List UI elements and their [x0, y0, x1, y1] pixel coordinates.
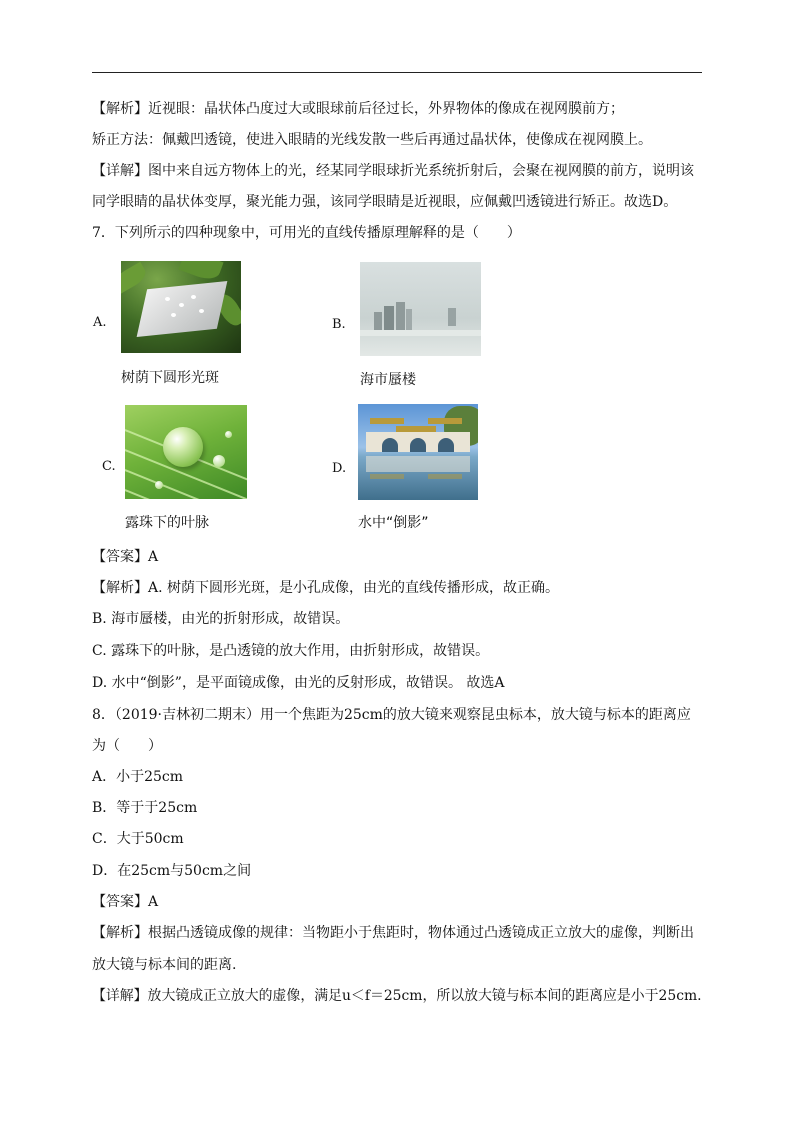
analysis-7-c: C. 露珠下的叶脉，是凸透镜的放大作用，由折射形成，故错误。 — [92, 643, 490, 659]
mirage-city-image — [360, 262, 481, 356]
option-8-b: B．等于于25cm — [92, 800, 198, 816]
analysis-7-b: B. 海市蜃楼，由光的折射形成，故错误。 — [92, 611, 350, 627]
option-8-d: D．在25cm与50cm之间 — [92, 863, 252, 879]
option-8-a: A．小于25cm — [92, 769, 184, 785]
question-7: 7．下列所示的四种现象中，可用光的直线传播原理解释的是（ ） — [92, 225, 521, 241]
option-a-letter: A. — [93, 315, 107, 330]
option-c-letter: C. — [102, 459, 116, 474]
detail-line-2: 同学眼睛的晶状体变厚，聚光能力强，该同学眼睛是近视眼，应佩戴凹透镜进行矫正。故选D。 — [92, 194, 678, 210]
analysis-8-line-1: 【解析】根据凸透镜成像的规律：当物距小于焦距时，物体通过凸透镜成正立放大的虚像，判断出 — [92, 925, 694, 941]
option-c-caption: 露珠下的叶脉 — [125, 515, 209, 531]
option-b-caption: 海市蜃楼 — [360, 372, 416, 388]
leaf-shadow-light-spots-image — [121, 261, 241, 353]
analysis-line-2: 矫正方法：佩戴凹透镜，使进入眼睛的光线发散一些后再通过晶状体，使像成在视网膜上。 — [92, 132, 652, 148]
answer-8: 【答案】A — [92, 894, 159, 910]
analysis-7-a: 【解析】A. 树荫下圆形光斑，是小孔成像，由光的直线传播形成，故正确。 — [92, 580, 560, 596]
detail-line-1: 【详解】图中来自远方物体上的光，经某同学眼球折光系统折射后，会聚在视网膜的前方，说明该 — [92, 163, 694, 179]
option-b-letter: B. — [332, 317, 346, 332]
pavilion-reflection-image — [358, 404, 478, 500]
analysis-8-line-2: 放大镜与标本间的距离. — [92, 957, 237, 973]
analysis-7-d: D. 水中“倒影”，是平面镜成像，由光的反射形成，故错误。 故选A — [92, 675, 505, 691]
option-8-c: C．大于50cm — [92, 831, 184, 847]
detail-8: 【详解】放大镜成正立放大的虚像，满足u＜f＝25cm，所以放大镜与标本间的距离应是小于25cm. — [92, 988, 702, 1004]
option-d-caption: 水中“倒影” — [358, 515, 429, 531]
dewdrop-leaf-image — [125, 405, 247, 499]
option-a-caption: 树荫下圆形光斑 — [121, 370, 219, 386]
analysis-line-1: 【解析】近视眼：晶状体凸度过大或眼球前后径过长，外界物体的像成在视网膜前方； — [92, 101, 624, 117]
question-8: 8．（2019·吉林初二期末）用一个焦距为25cm的放大镜来观察昆虫标本，放大镜与标本的距离应 — [92, 707, 691, 723]
option-d-letter: D. — [332, 461, 347, 476]
header-rule — [92, 72, 702, 73]
question-8-cont: 为（ ） — [92, 738, 162, 754]
answer-7: 【答案】A — [92, 549, 159, 565]
